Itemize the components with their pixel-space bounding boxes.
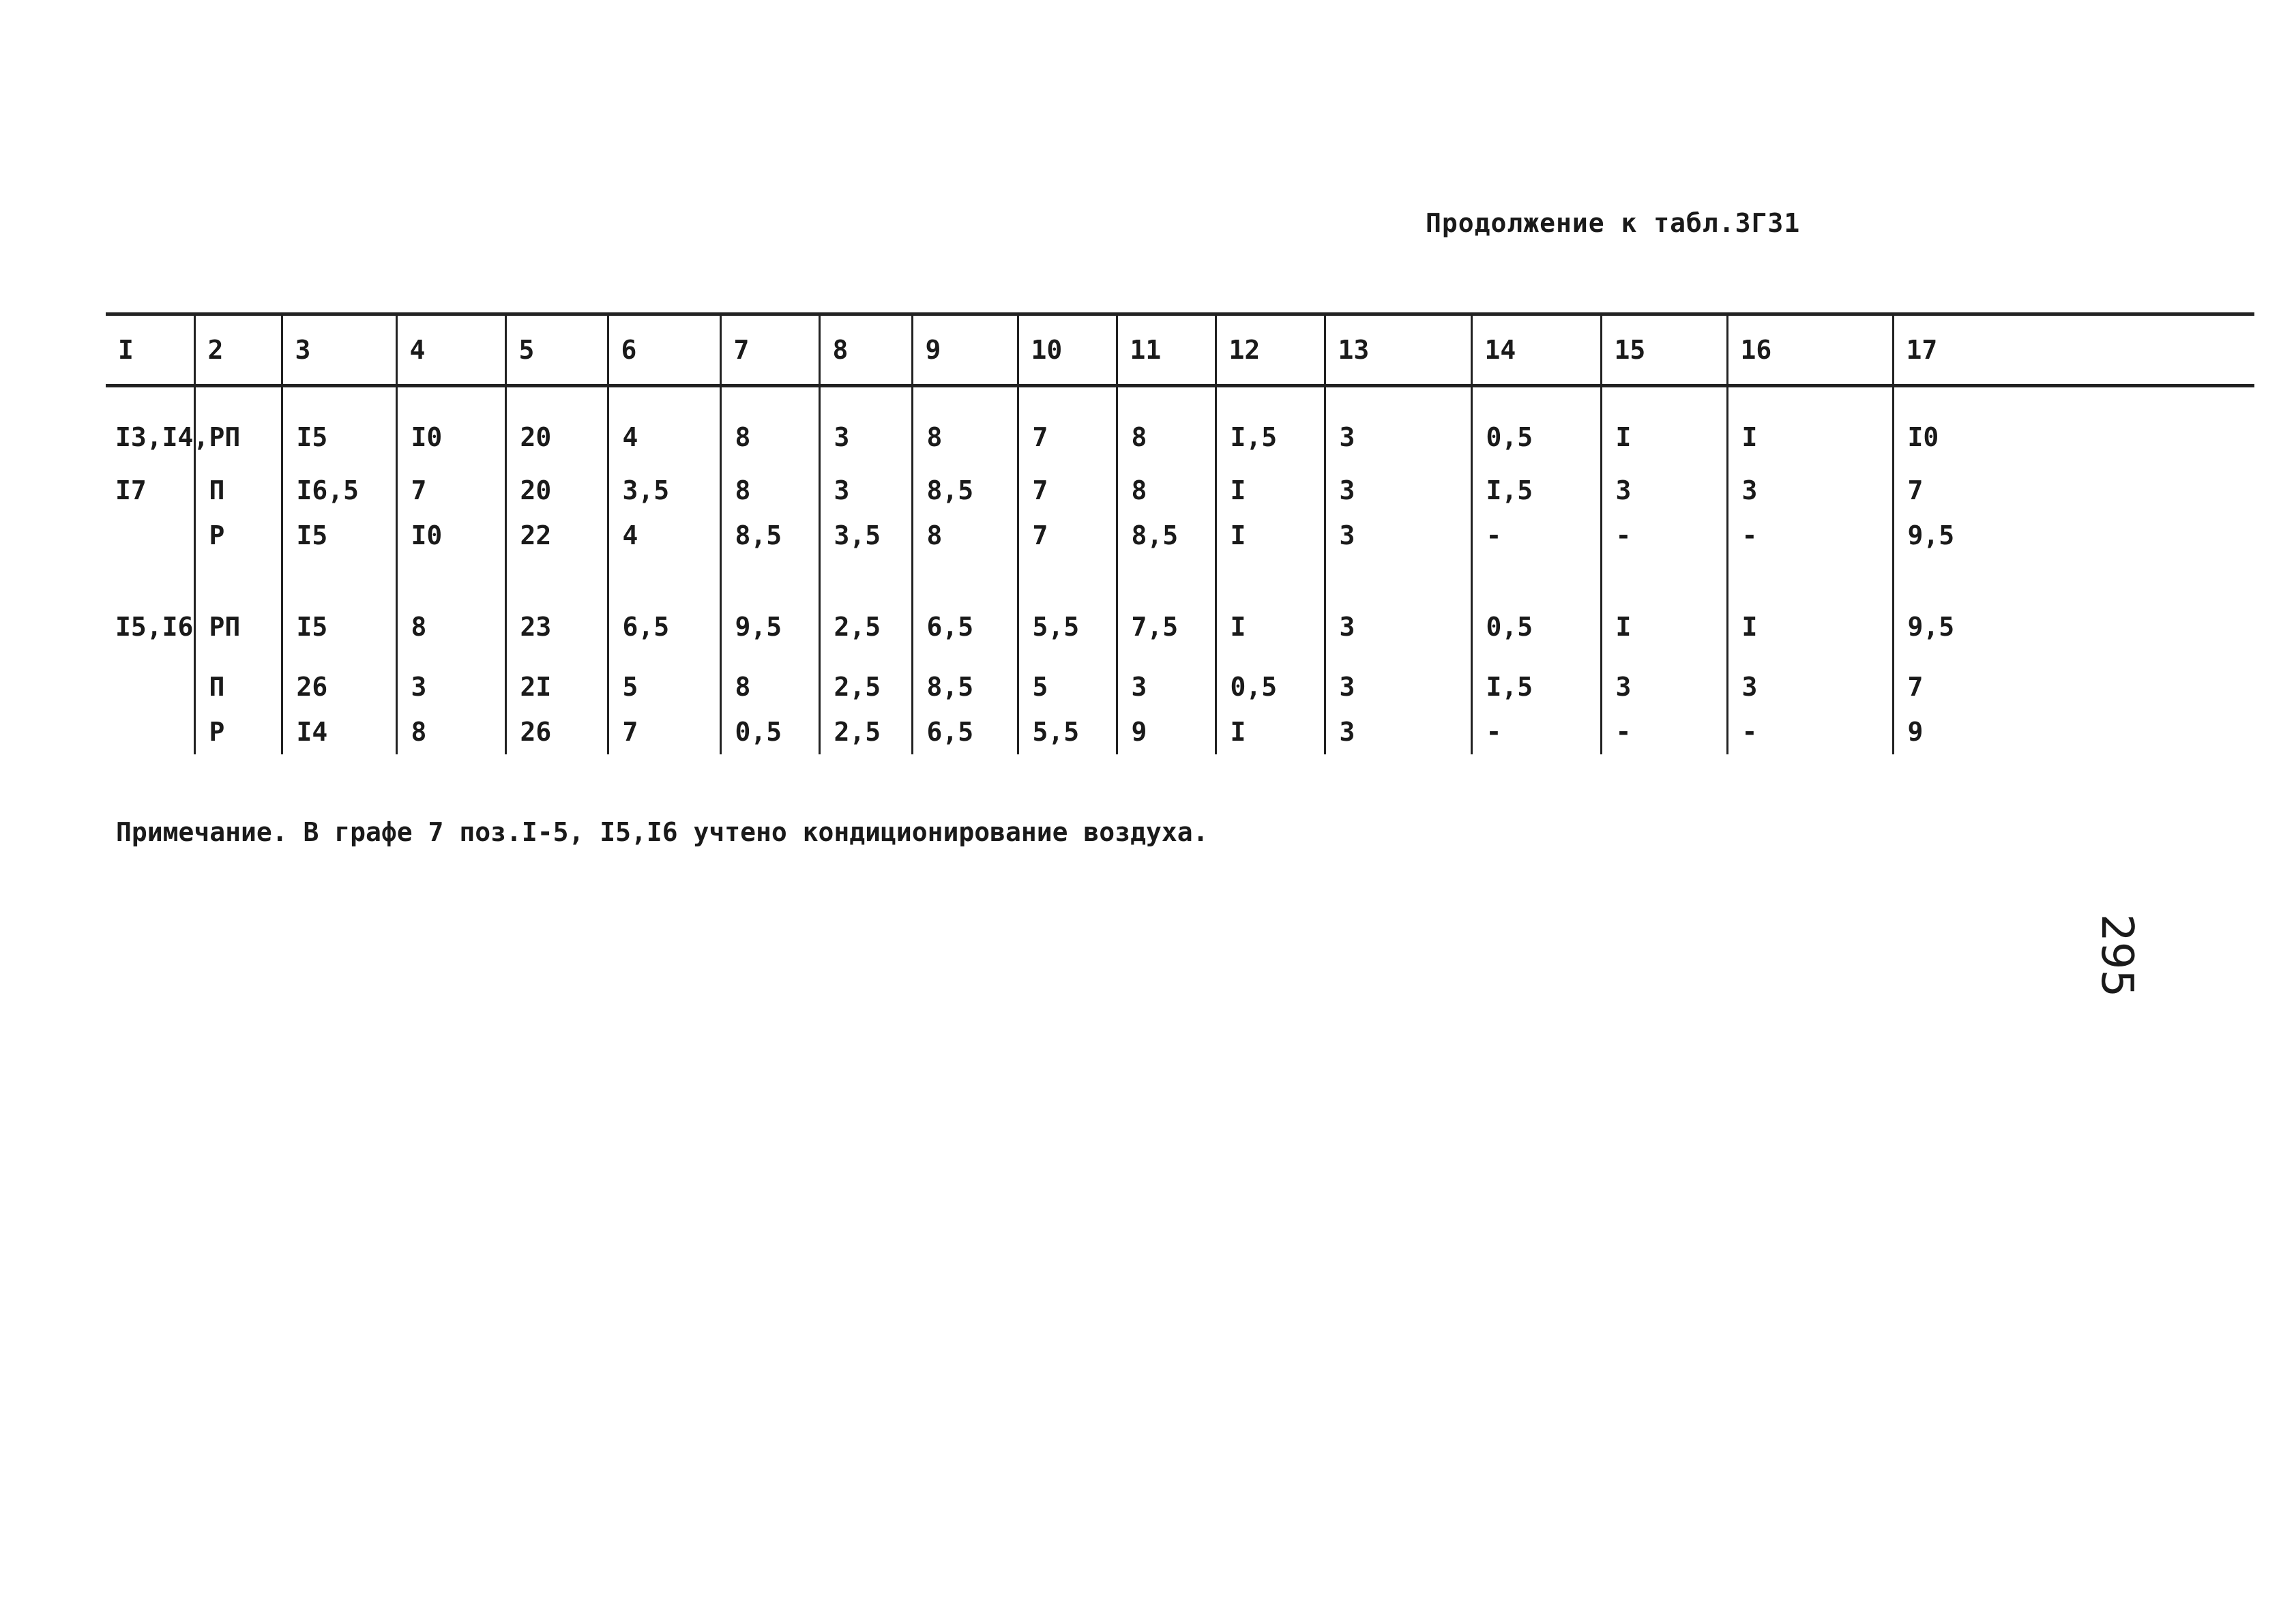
column-header: 14 [1471,314,1601,386]
table-cell: 8 [912,386,1018,469]
table-cell: 8 [1117,386,1216,469]
table-cell: 9 [1117,709,1216,754]
table-cell: I5 [282,558,396,664]
column-header: 5 [505,314,608,386]
column-header: 6 [608,314,720,386]
table-cell: I [1216,513,1325,558]
data-table [106,312,2254,754]
table-cell: I5 [282,513,396,558]
table-cell: I0 [396,386,505,469]
table-cell: 3 [1325,558,1471,664]
table-cell: I,5 [1471,468,1601,513]
table-cell: Р [194,709,282,754]
table-cell: 8 [720,664,819,709]
table-cell: 22 [505,513,608,558]
table-cell: I,5 [1471,664,1601,709]
table-cell: 0,5 [1216,664,1325,709]
column-header: 2 [194,314,282,386]
table-cell: 3 [1601,664,1727,709]
table-cell: 3 [1325,709,1471,754]
table-cell: 2,5 [819,709,912,754]
table-cell: I,5 [1216,386,1325,469]
table-cell: РП [194,386,282,469]
table-cell: 26 [505,709,608,754]
column-header: 8 [819,314,912,386]
table-cell: 4 [608,386,720,469]
table-cell: I [1216,709,1325,754]
table-cell: 8 [396,709,505,754]
table-cell: Р [194,513,282,558]
table-cell: I [1216,468,1325,513]
table-cell: 6,5 [912,709,1018,754]
table-cell: 3 [1325,386,1471,469]
table-cell: 8,5 [1117,513,1216,558]
table-cell [106,664,194,709]
table-cell: I0 [1893,386,2254,469]
column-header: 12 [1216,314,1325,386]
table-cell: 23 [505,558,608,664]
column-header: 16 [1727,314,1893,386]
table-cell: I5 [282,386,396,469]
table-cell: I [1601,386,1727,469]
column-header: 17 [1893,314,2254,386]
table-cell: 3 [1117,664,1216,709]
table-cell: 7 [1018,468,1117,513]
table-cell: 8,5 [720,513,819,558]
table-cell: 7 [1893,468,2254,513]
table-cell: 7 [1893,664,2254,709]
column-header: 4 [396,314,505,386]
table-cell: РП [194,558,282,664]
table-cell: 8 [912,513,1018,558]
column-header: 15 [1601,314,1727,386]
column-header: 13 [1325,314,1471,386]
table-cell: 7 [1018,386,1117,469]
table-cell [106,709,194,754]
table-cell: I [1727,558,1893,664]
table-cell: 3 [1325,664,1471,709]
table-cell: 20 [505,386,608,469]
table-cell: 3 [1727,664,1893,709]
table-cell: 6,5 [912,558,1018,664]
table-row [106,513,2254,558]
table-cell: 3 [396,664,505,709]
table-cell: 9,5 [1893,558,2254,664]
table-cell: 2I [505,664,608,709]
column-header: 10 [1018,314,1117,386]
table-cell: 7 [396,468,505,513]
table-cell: 5,5 [1018,558,1117,664]
table-cell: 8,5 [912,468,1018,513]
table-cell [106,513,194,558]
table-cell: 5 [608,664,720,709]
table-caption: Продолжение к табл.3Г31 [1426,208,1801,238]
table-note: Примечание. В графе 7 поз.I-5, I5,I6 учтено кондиционирование воздуха. [116,817,1209,847]
table-cell: I3,I4, [115,422,209,452]
table-row [106,709,2254,754]
table-row [106,664,2254,709]
table-cell: 7 [608,709,720,754]
table-cell: I4 [282,709,396,754]
table-cell: 7 [1018,513,1117,558]
table-cell: 6,5 [608,558,720,664]
table-cell: 5,5 [1018,709,1117,754]
table-cell: I [1727,386,1893,469]
table-cell: - [1601,513,1727,558]
table-row [106,386,2254,469]
table-cell: - [1471,513,1601,558]
table-cell: - [1601,709,1727,754]
table-cell: 3,5 [819,513,912,558]
header-row [106,314,2254,386]
column-header: I [106,314,194,386]
table-cell: 9 [1893,709,2254,754]
table-cell: 8 [396,558,505,664]
table-cell: I [1216,558,1325,664]
table-cell: 8 [1117,468,1216,513]
table-cell: 2,5 [819,558,912,664]
table-cell: 9,5 [720,558,819,664]
table-row [106,558,2254,664]
table-cell: 9,5 [1893,513,2254,558]
table-cell: 8 [720,386,819,469]
data-table-container [106,312,2254,754]
table-row [106,468,2254,513]
table-cell: П [194,664,282,709]
table-cell: 3 [819,386,912,469]
column-header: 7 [720,314,819,386]
table-cell: 2,5 [819,664,912,709]
table-cell: 8,5 [912,664,1018,709]
table-cell: 7,5 [1117,558,1216,664]
table-cell: I6,5 [282,468,396,513]
table-cell: 3,5 [608,468,720,513]
column-header: 9 [912,314,1018,386]
page-number: 295 [2091,914,2142,998]
table-cell: 3 [1325,513,1471,558]
table-cell: I0 [396,513,505,558]
table-cell: 8 [720,468,819,513]
table-cell: 0,5 [1471,558,1601,664]
column-header: 11 [1117,314,1216,386]
table-cell: - [1727,709,1893,754]
table-cell: 3 [1727,468,1893,513]
table-cell: I [1601,558,1727,664]
table-cell: 26 [282,664,396,709]
table-cell: I7 [115,475,147,505]
table-cell: 0,5 [720,709,819,754]
table-cell: 20 [505,468,608,513]
table-cell: 5 [1018,664,1117,709]
table-cell: - [1727,513,1893,558]
table-cell: 3 [819,468,912,513]
table-cell: I5,I6 [115,612,194,642]
table-cell: 3 [1601,468,1727,513]
table-cell: 0,5 [1471,386,1601,469]
table-cell: - [1471,709,1601,754]
table-cell: 4 [608,513,720,558]
table-cell: 3 [1325,468,1471,513]
column-header: 3 [282,314,396,386]
table-cell: П [194,468,282,513]
